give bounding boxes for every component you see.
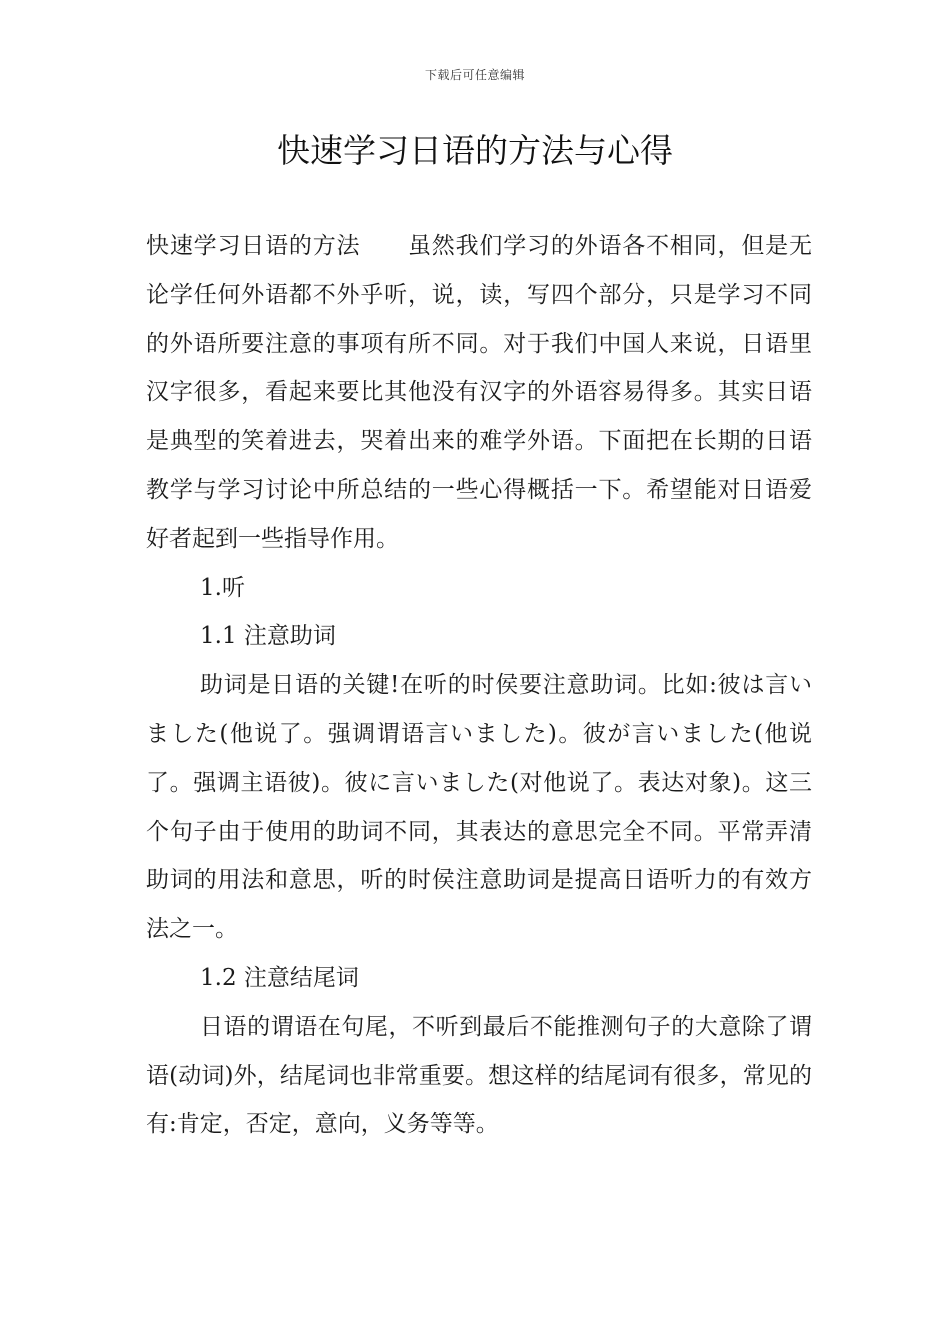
- document-title: 快速学习日语的方法与心得: [277, 131, 673, 170]
- intro-paragraph: 快速学习日语的方法 虽然我们学习的外语各不相同，但是无论学任何外语都不外乎听，说，读，写四个部分，只是学习不同的外语所要注意的事项有所不同。对于我们中国人来说，日语里汉字很多，看起来要比其他没有汉字的外语容易得多。其实日语是典型的笑着进去，哭着出来的难学外语。下面把在长期的日语教学与学习讨论中所总结的一些心得概括一下。希望能对日语爱好者起到一些指导作用。: [146, 233, 812, 552]
- subsection-heading-endings: 1.2 注意结尾词: [200, 964, 359, 991]
- section-heading-listening: 1.听: [200, 574, 245, 601]
- particles-paragraph: 助词是日语的关键!在听的时侯要注意助词。比如:彼は言いました(他说了。强调谓语言いました)。彼が言いました(他说了。强调主语彼)。彼に言いました(对他说了。表达对象)。这三个句子由于使用的助词不同，其表达的意思完全不同。平常弄清助词的用法和意思，听的时侯注意助词是提高日语听力的有效方法之一。: [146, 672, 812, 943]
- endings-paragraph: 日语的谓语在句尾，不听到最后不能推测句子的大意除了谓语(动词)外，结尾词也非常重要。想这样的结尾词有很多，常见的有:肯定，否定，意向，义务等等。: [146, 1013, 812, 1138]
- page-header-note: 下载后可任意编辑: [424, 68, 525, 82]
- subsection-heading-particles: 1.1 注意助词: [200, 623, 336, 650]
- document-body: [146, 222, 812, 1149]
